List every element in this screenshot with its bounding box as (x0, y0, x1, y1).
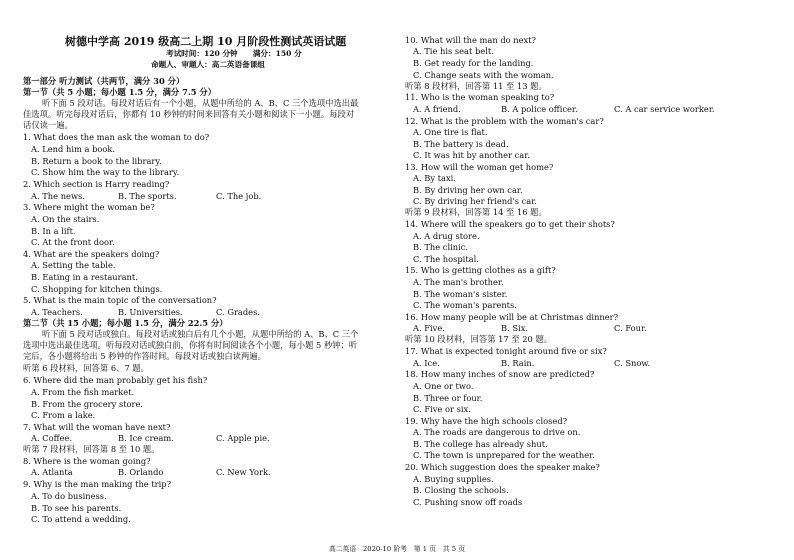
section1-instruction: 佳选项。听完每段对话后，你都有 10 秒钟的时间来回答有关小题和阅读下一小题。每段对 (23, 109, 355, 119)
option-a: A. A drug store. (413, 231, 480, 241)
option-c: C. Apple pie. (216, 433, 270, 443)
option-a: A. The roads are dangerous to drive on. (413, 427, 581, 437)
option-b: B. By driving her own car. (413, 185, 523, 195)
option-b: B. The clinic. (413, 242, 469, 252)
option-a: A. One tire is flat. (413, 127, 488, 137)
option-b: B. Three or four. (413, 393, 483, 403)
question-stem: 4. What are the speakers doing? (23, 249, 160, 259)
question-stem: 3. Where might the woman be? (23, 202, 155, 212)
option-a: A. Coffee. (31, 433, 72, 443)
option-c: C. Shopping for kitchen things. (31, 284, 163, 294)
listening-note: 听第 8 段材料，回答第 11 至 13 题。 (405, 81, 547, 91)
option-a: A. One or two. (413, 381, 474, 391)
option-a: A. Ice. (413, 358, 440, 368)
option-a: A. Atlanta (31, 467, 73, 477)
question-stem: 8. Where is the woman going? (23, 456, 151, 466)
question-stem: 16. How many people will be at Christmas dinner? (405, 312, 619, 322)
option-a: A. Lend him a book. (31, 144, 116, 154)
question-stem: 13. How will the woman get home? (405, 162, 554, 172)
question-stem: 18. How many inches of snow are predicted? (405, 369, 595, 379)
option-b: B. Eating in a restaurant. (31, 272, 138, 282)
section2-title: 第二节（共 15 小题；每小题 1.5 分，满分 22.5 分） (23, 318, 228, 328)
option-a: A. Setting the table. (31, 260, 116, 270)
option-a: A. From the fish market. (31, 387, 135, 397)
section2-instruction: 听下面 5 段对话或独白。每段对话或独白后有几个小题，从题中所给的 A、B、C 三个 (42, 329, 359, 339)
option-b: B. The college has already shut. (413, 439, 548, 449)
option-c: C. The woman's parents. (413, 300, 517, 310)
question-stem: 20. Which suggestion does the speaker make? (405, 462, 600, 472)
option-b: B. In a lift. (31, 226, 76, 236)
question-stem: 19. Why have the high schools closed? (405, 416, 568, 426)
option-b: B. The woman's sister. (413, 289, 508, 299)
option-c: C. By driving her friend's car. (413, 196, 537, 206)
option-b: B. Ice cream. (118, 433, 174, 443)
option-c: C. New York. (216, 467, 271, 477)
option-c: C. Change seats with the woman. (413, 70, 554, 80)
page-footer: 高二英语 2020-10 阶考 第 1 页 共 5 页 (328, 545, 466, 553)
question-stem: 17. What is expected tonight around five or six? (405, 346, 607, 356)
option-a: A. The man's brother. (413, 277, 504, 287)
option-c: C. At the front door. (31, 237, 115, 247)
option-b: B. To see his parents. (31, 503, 122, 513)
option-c: C. Pushing snow off roads (413, 497, 523, 507)
option-b: B. The sports. (118, 191, 177, 201)
listening-note: 听第 9 段材料，回答第 14 至 16 题。 (405, 207, 547, 217)
option-a: A. Buying supplies. (413, 474, 494, 484)
section1-instruction: 听下面 5 段对话。每段对话后有一个小题，从题中所给的 A、B、C 三个选项中选出最 (42, 98, 359, 108)
section1-title: 第一节（共 5 小题；每小题 1.5 分，满分 7.5 分） (23, 87, 217, 97)
option-c: C. A car service worker. (614, 104, 715, 114)
option-b: B. From the grocery store. (31, 399, 144, 409)
option-a: A. The news. (31, 191, 85, 201)
section2-instruction: 完后，各小题将给出 5 秒钟的作答时间。每段对话或独白读两遍。 (23, 351, 266, 361)
option-c: C. Five or six. (413, 404, 471, 414)
question-stem: 11. Who is the woman speaking to? (405, 92, 555, 102)
option-c: C. To attend a wedding. (31, 514, 131, 524)
option-a: A. A friend. (413, 104, 461, 114)
option-b: B. Rain. (501, 358, 535, 368)
option-c: C. The job. (216, 191, 262, 201)
exam-authors: 命题人、审题人：高二英语备课组 (151, 60, 265, 69)
option-a: A. To do business. (31, 491, 107, 501)
option-b: B. The battery is dead. (413, 139, 509, 149)
option-a: A. Five. (413, 323, 445, 333)
question-stem: 6. Where did the man probably get his fish? (23, 375, 208, 385)
question-stem: 7. What will the woman have next? (23, 422, 171, 432)
question-stem: 2. Which section is Harry reading? (23, 179, 170, 189)
option-c: C. Four. (614, 323, 647, 333)
option-c: C. The town is unprepared for the weather. (413, 450, 595, 460)
option-b: B. Universities. (118, 307, 183, 317)
listening-note: 听第 7 段材料，回答第 8 至 10 题。 (23, 444, 160, 454)
option-c: C. Show him the way to the library. (31, 167, 180, 177)
option-a: A. By taxi. (413, 173, 456, 183)
part1-title: 第一部分 听力测试（共两节，满分 30 分） (23, 76, 185, 86)
option-c: C. From a lake. (31, 410, 96, 420)
section1-instruction: 话仅读一遍。 (23, 120, 73, 130)
option-c: C. The hospital. (413, 254, 479, 264)
question-stem: 15. Who is getting clothes as a gift? (405, 265, 556, 275)
exam-title: 树德中学高 2019 级高二上期 10 月阶段性测试英语试题 (65, 35, 347, 48)
option-a: A. Teachers. (31, 307, 83, 317)
option-a: A. Tie his seat belt. (413, 46, 494, 56)
option-b: B. A police officer. (501, 104, 578, 114)
question-stem: 9. Why is the man making the trip? (23, 479, 172, 489)
option-a: A. On the stairs. (31, 214, 100, 224)
option-c: C. Snow. (614, 358, 651, 368)
option-c: C. It was hit by another car. (413, 150, 530, 160)
section2-instruction: 选项中选出最佳选项。听每段对话或独白前，你将有时间阅读各个小题，每小题 5 秒钟；听 (23, 340, 358, 350)
option-b: B. Six. (501, 323, 529, 333)
option-c: C. Grades. (216, 307, 260, 317)
option-b: B. Closing the schools. (413, 485, 509, 495)
option-b: B. Return a book to the library. (31, 156, 162, 166)
listening-note: 听第 10 段材料，回答第 17 至 20 题。 (405, 334, 553, 344)
question-stem: 5. What is the main topic of the conversation? (23, 295, 217, 305)
option-b: B. Get ready for the landing. (413, 58, 534, 68)
listening-note: 听第 6 段材料，回答第 6、7 题。 (23, 363, 149, 373)
question-stem: 10. What will the man do next? (405, 35, 537, 45)
question-stem: 12. What is the problem with the woman's car? (405, 116, 604, 126)
option-b: B. Orlando (118, 467, 164, 477)
question-stem: 14. Where will the speakers go to get their shots? (405, 219, 615, 229)
exam-info: 考试时间：120 分钟 满分：150 分 (166, 49, 302, 58)
question-stem: 1. What does the man ask the woman to do? (23, 132, 210, 142)
